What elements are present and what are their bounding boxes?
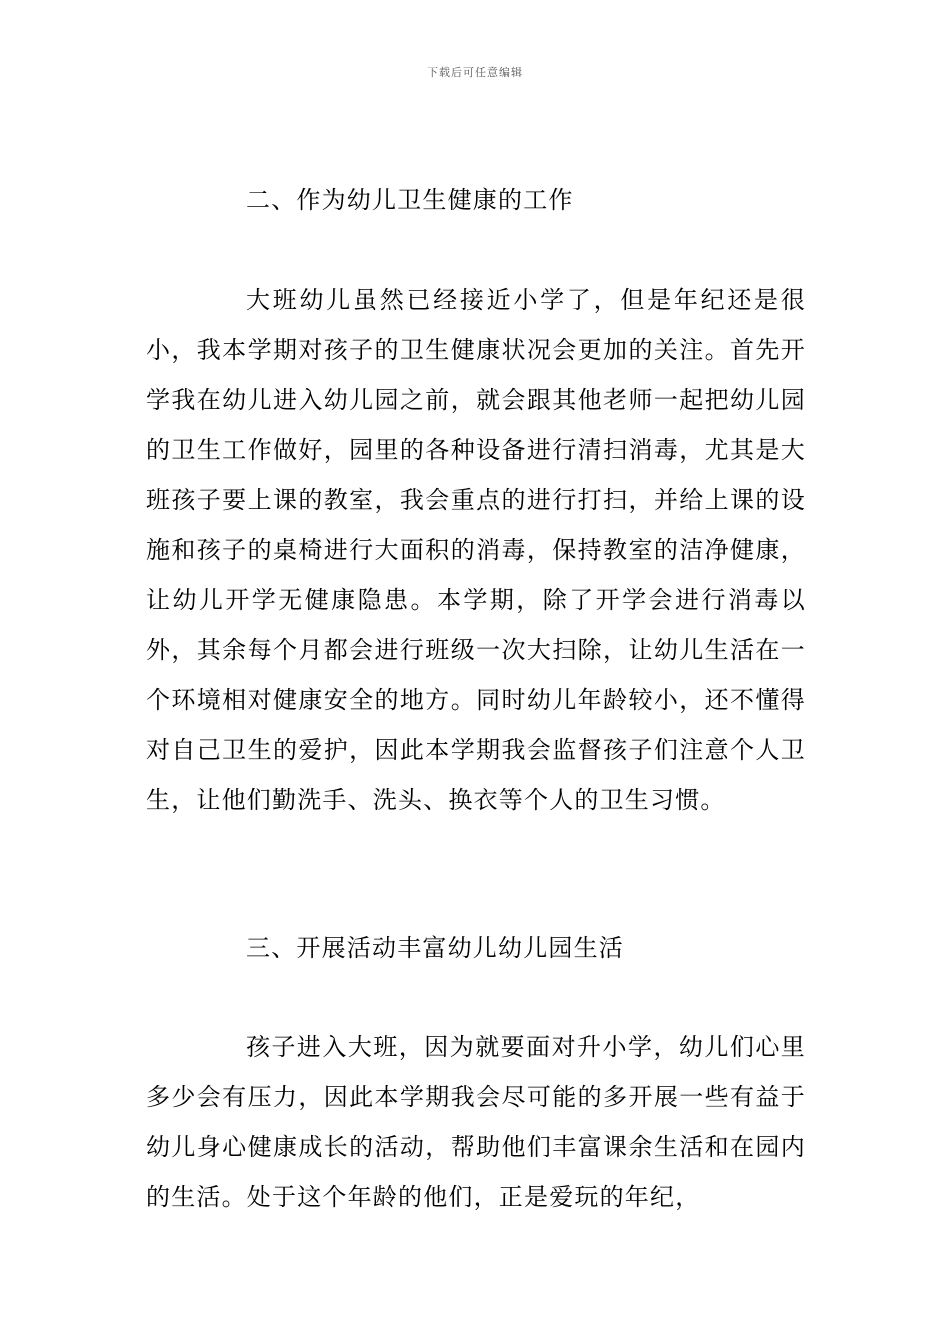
- header-note: 下载后可任意编辑: [427, 66, 523, 79]
- section-heading-2: 二、作为幼儿卫生健康的工作: [246, 186, 574, 214]
- section-paragraph-3: [146, 1022, 806, 1222]
- section-heading-3: 三、开展活动丰富幼儿幼儿园生活: [246, 934, 624, 962]
- paragraph-text: 孩子进入大班，因为就要面对升小学，幼儿们心里多少会有压力，因此本学期我会尽可能的多开展一些有益于幼儿身心健康成长的活动，帮助他们丰富课余生活和在园内的生活。处于这个年龄的他们，正是爱玩的年纪，: [146, 1033, 806, 1211]
- paragraph-text: 大班幼儿虽然已经接近小学了，但是年纪还是很小，我本学期对孩子的卫生健康状况会更加的关注。首先开学我在幼儿进入幼儿园之前，就会跟其他老师一起把幼儿园的卫生工作做好，园里的各种设备进行清扫消毒，尤其是大班孩子要上课的教室，我会重点的进行打扫，并给上课的设施和孩子的桌椅进行大面积的消毒，保持教室的洁净健康，让幼儿开学无健康隐患。本学期，除了开学会进行消毒以外，其余每个月都会进行班级一次大扫除，让幼儿生活在一个环境相对健康安全的地方。同时幼儿年龄较小，还不懂得对自己卫生的爱护，因此本学期我会监督孩子们注意个人卫生，让他们勤洗手、洗头、换衣等个人的卫生习惯。: [146, 286, 806, 814]
- section-paragraph-2: [146, 275, 806, 825]
